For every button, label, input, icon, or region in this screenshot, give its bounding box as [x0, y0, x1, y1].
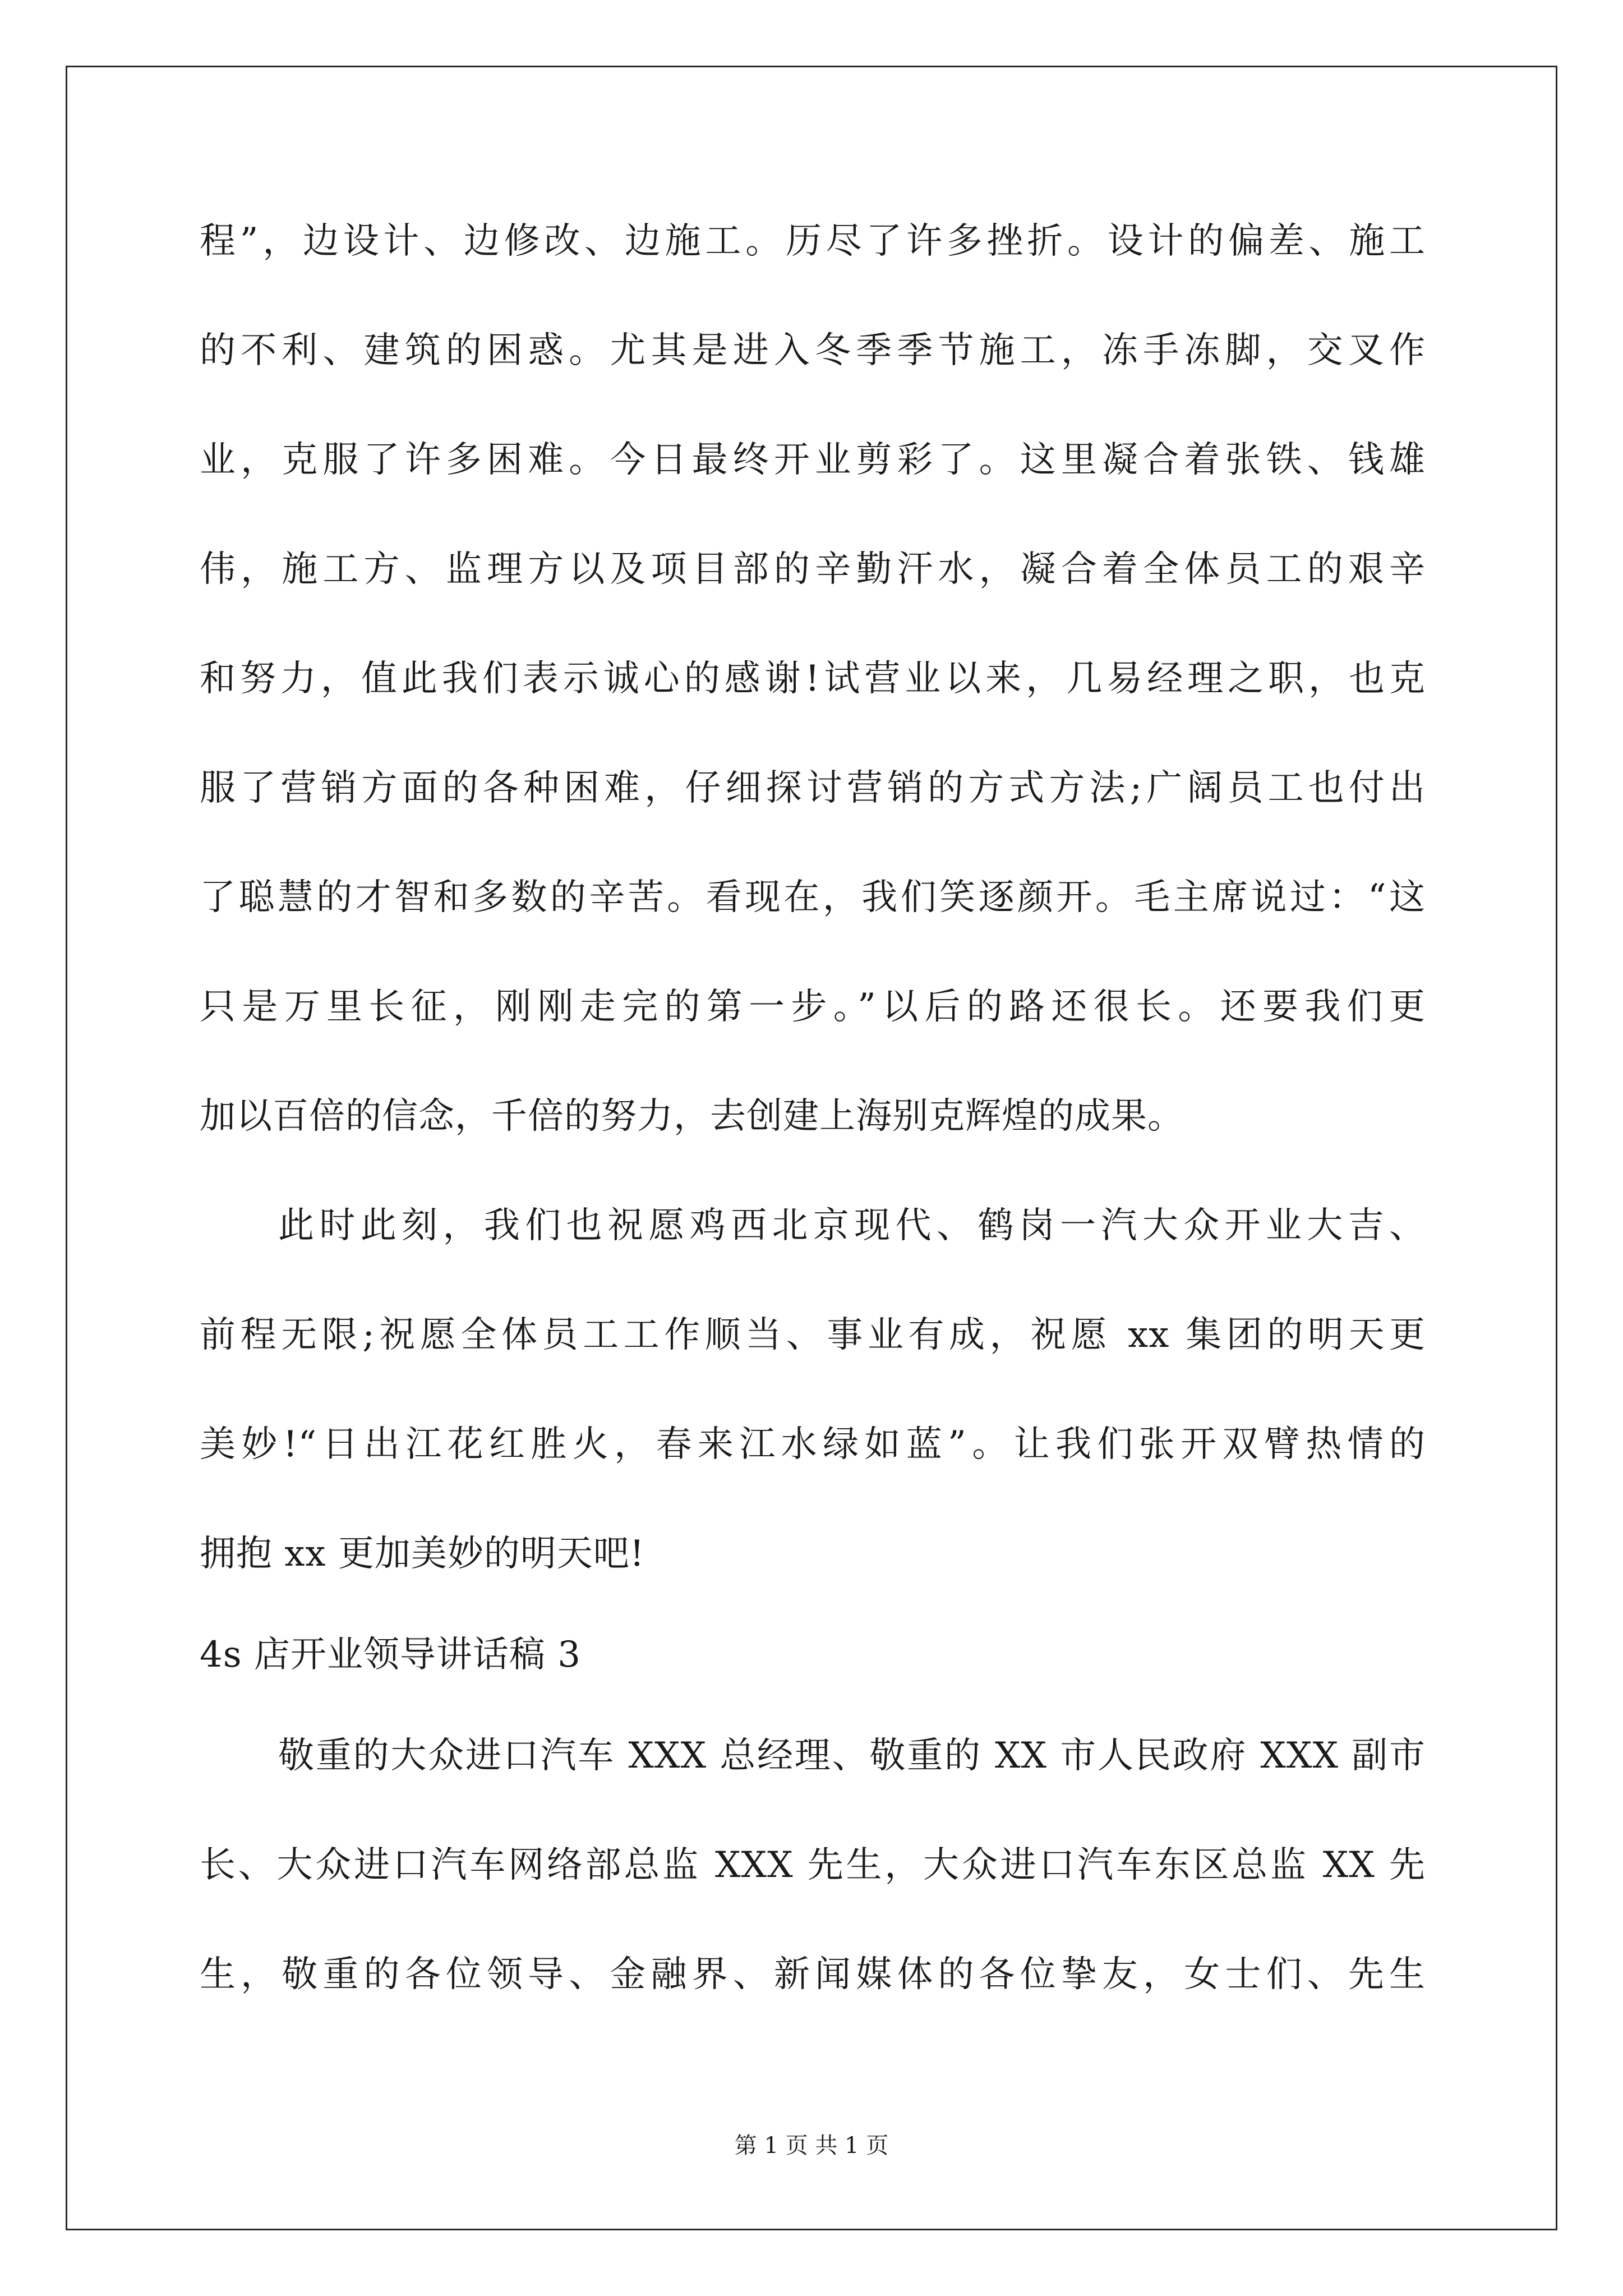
- text-line: 服了营销方面的各种困难，仔细探讨营销的方式方法;广阔员工也付出: [200, 767, 1426, 809]
- text-line: 伟，施工方、监理方以及项目部的辛勤汗水，凝合着全体员工的艰辛: [200, 549, 1426, 590]
- text-line: 业，克服了许多困难。今日最终开业剪彩了。这里凝合着张铁、钱雄: [200, 439, 1426, 481]
- text-line: 只是万里长征，刚刚走完的第一步。”以后的路还很长。还要我们更: [200, 986, 1426, 1028]
- text-line: 和努力，值此我们表示诚心的感谢!试营业以来，几易经理之职，也克: [200, 658, 1426, 700]
- text-line: 美妙!“日出江花红胜火，春来江水绿如蓝”。让我们张开双臂热情的: [200, 1424, 1426, 1465]
- text-line: 程”，边设计、边修改、边施工。历尽了许多挫折。设计的偏差、施工: [200, 220, 1426, 262]
- page-footer: 第 1 页 共 1 页: [734, 2133, 889, 2159]
- text-line: 前程无限;祝愿全体员工工作顺当、事业有成，祝愿 xx 集团的明天更: [200, 1314, 1426, 1356]
- section-heading: 4s 店开业领导讲话稿 3: [200, 1634, 581, 1676]
- paragraph-first-line: 此时此刻，我们也祝愿鸡西北京现代、鹤岗一汽大众开业大吉、: [278, 1205, 1426, 1246]
- text-line: 拥抱 xx 更加美妙的明天吧!: [200, 1533, 645, 1575]
- text-line: 长、大众进口汽车网络部总监 XXX 先生，大众进口汽车东区总监 XX 先: [200, 1844, 1426, 1886]
- text-line: 的不利、建筑的困惑。尤其是进入冬季季节施工，冻手冻脚，交叉作: [200, 330, 1426, 371]
- text-line: 加以百倍的信念，千倍的努力，去创建上海别克辉煌的成果。: [200, 1096, 1184, 1137]
- text-line: 了聪慧的才智和多数的辛苦。看现在，我们笑逐颜开。毛主席说过：“这: [200, 877, 1426, 918]
- paragraph-first-line: 敬重的大众进口汽车 XXX 总经理、敬重的 XX 市人民政府 XXX 副市: [278, 1735, 1426, 1777]
- text-line: 生，敬重的各位领导、金融界、新闻媒体的各位挚友，女士们、先生: [200, 1954, 1426, 1995]
